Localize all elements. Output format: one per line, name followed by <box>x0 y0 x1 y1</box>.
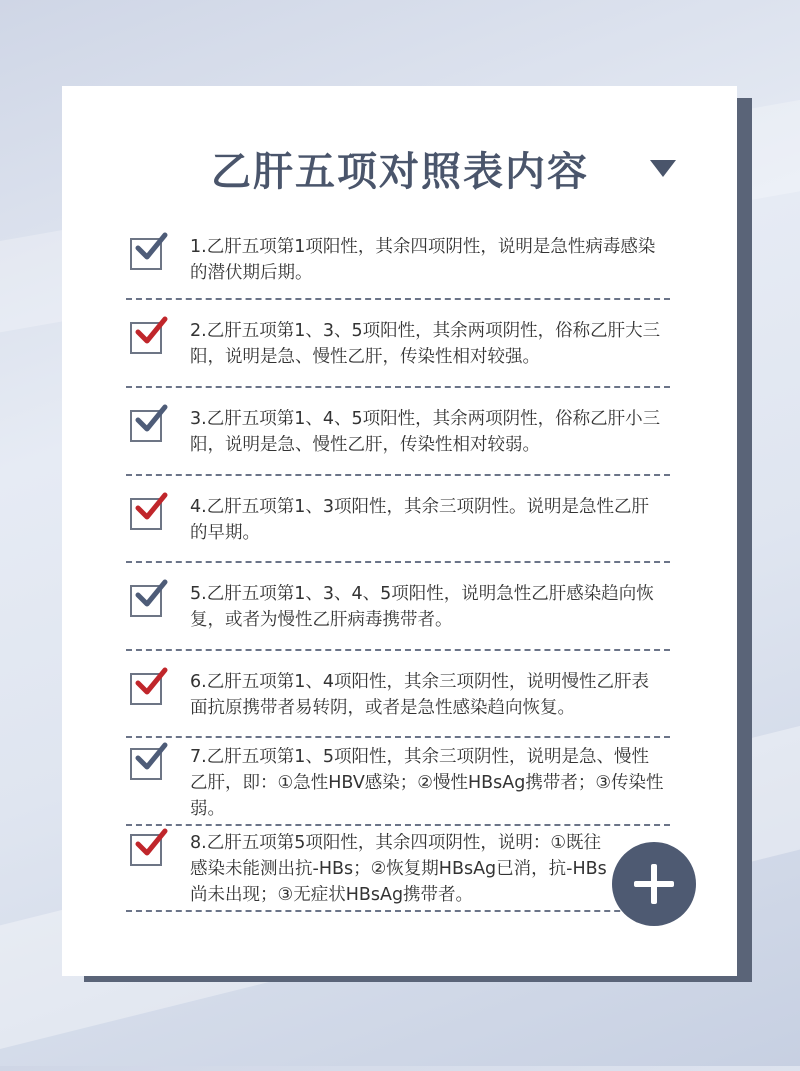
triangle-down-icon[interactable] <box>650 160 676 177</box>
item-text: 4.乙肝五项第1、3项阳性，其余三项阴性。说明是急性乙肝的早期。 <box>190 497 649 543</box>
checkmark-icon <box>134 404 168 434</box>
checkbox[interactable] <box>130 673 162 705</box>
page-title: 乙肝五项对照表内容 <box>211 149 589 195</box>
checkmark-icon <box>134 742 168 772</box>
plus-icon <box>651 864 657 904</box>
divider <box>126 910 670 912</box>
checkbox[interactable] <box>130 834 162 866</box>
checkmark-icon <box>134 232 168 262</box>
item-text: 8.乙肝五项第5项阳性，其余四项阴性，说明：①既往感染未能测出抗-HBs；②恢复期HBsAg已消，抗-HBs尚未出现；③无症状HBsAg携带者。 <box>190 833 607 905</box>
divider <box>126 386 670 388</box>
checkmark-icon <box>134 667 168 697</box>
item-text: 3.乙肝五项第1、4、5项阳性，其余两项阴性，俗称乙肝小三阳，说明是急、慢性乙肝，传染性相对较弱。 <box>190 409 661 455</box>
add-button[interactable] <box>612 842 696 926</box>
divider <box>126 824 670 826</box>
item-text: 7.乙肝五项第1、5项阳性，其余三项阴性，说明是急、慢性乙肝，即：①急性HBV感染；②慢性HBsAg携带者；③传染性弱。 <box>190 747 664 819</box>
divider <box>126 649 670 651</box>
checkmark-icon <box>134 316 168 346</box>
item-text: 2.乙肝五项第1、3、5项阳性，其余两项阴性，俗称乙肝大三阳，说明是急、慢性乙肝，传染性相对较强。 <box>190 321 661 367</box>
divider <box>126 298 670 300</box>
item-text: 5.乙肝五项第1、3、4、5项阳性，说明急性乙肝感染趋向恢复，或者为慢性乙肝病毒携带者。 <box>190 584 654 630</box>
divider <box>126 561 670 563</box>
checkbox[interactable] <box>130 498 162 530</box>
checkbox[interactable] <box>130 410 162 442</box>
checkbox[interactable] <box>130 585 162 617</box>
checkbox[interactable] <box>130 238 162 270</box>
divider <box>126 736 670 738</box>
checkmark-icon <box>134 828 168 858</box>
checkmark-icon <box>134 492 168 522</box>
checkmark-icon <box>134 579 168 609</box>
checkbox[interactable] <box>130 748 162 780</box>
item-text: 1.乙肝五项第1项阳性，其余四项阴性，说明是急性病毒感染的潜伏期后期。 <box>190 237 656 283</box>
divider <box>126 474 670 476</box>
checkbox[interactable] <box>130 322 162 354</box>
item-text: 6.乙肝五项第1、4项阳性，其余三项阴性，说明慢性乙肝表面抗原携带者易转阴，或者是急性感染趋向恢复。 <box>190 672 649 718</box>
